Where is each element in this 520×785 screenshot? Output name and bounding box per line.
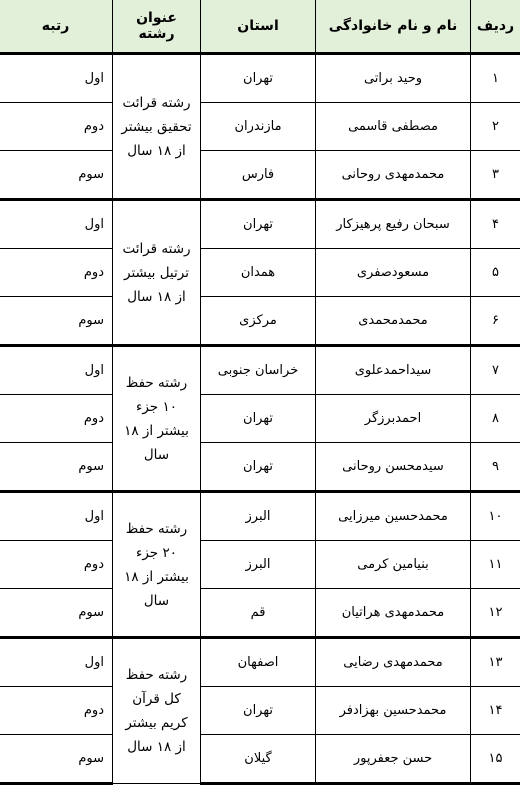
row-number-cell: ۶ xyxy=(471,297,520,346)
province-cell: تهران xyxy=(201,687,316,735)
row-number-cell: ۱۰ xyxy=(471,492,520,541)
field-title-cell: رشته قرائت تحقیق بیشتر از ۱۸ سال xyxy=(113,54,201,200)
name-cell: محمدمهدی رضایی xyxy=(316,638,471,687)
province-cell: همدان xyxy=(201,249,316,297)
header-row-no: ردیف xyxy=(471,0,520,54)
row-number-cell: ۹ xyxy=(471,443,520,492)
name-cell: محمدمهدی روحانی xyxy=(316,151,471,200)
rank-cell: دوم xyxy=(0,249,113,297)
province-cell: تهران xyxy=(201,200,316,249)
rank-cell: اول xyxy=(0,200,113,249)
rank-cell: اول xyxy=(0,638,113,687)
table-row xyxy=(0,638,520,687)
name-cell: بنیامین کرمی xyxy=(316,541,471,589)
name-cell: مصطفی قاسمی xyxy=(316,103,471,151)
row-number-cell: ۱۵ xyxy=(471,735,520,784)
rank-cell: سوم xyxy=(0,297,113,346)
row-number-cell: ۵ xyxy=(471,249,520,297)
table-row xyxy=(0,541,520,589)
name-cell: احمدبرزگر xyxy=(316,395,471,443)
header-row xyxy=(0,0,520,54)
row-number-cell: ۱۳ xyxy=(471,638,520,687)
province-cell: گیلان xyxy=(201,735,316,784)
name-cell: محمدحسین میرزایی xyxy=(316,492,471,541)
table-row xyxy=(0,103,520,151)
row-number-cell: ۷ xyxy=(471,346,520,395)
rank-cell: اول xyxy=(0,54,113,103)
table-row xyxy=(0,589,520,638)
table-row xyxy=(0,54,520,103)
province-cell: فارس xyxy=(201,151,316,200)
table-row xyxy=(0,346,520,395)
table-row xyxy=(0,492,520,541)
table-row xyxy=(0,687,520,735)
row-number-cell: ۱۴ xyxy=(471,687,520,735)
province-cell: البرز xyxy=(201,492,316,541)
field-title-cell: رشته حفظ ۱۰ جزء بیشتر از ۱۸ سال xyxy=(113,346,201,492)
row-number-cell: ۸ xyxy=(471,395,520,443)
field-title-cell: رشته حفظ کل قرآن کریم بیشتر از ۱۸ سال xyxy=(113,638,201,784)
field-title-cell: رشته حفظ ۲۰ جزء بیشتر از ۱۸ سال xyxy=(113,492,201,638)
province-cell: خراسان جنوبی xyxy=(201,346,316,395)
name-cell: سیدمحسن روحانی xyxy=(316,443,471,492)
header-name: نام و نام خانوادگی xyxy=(316,0,471,54)
row-number-cell: ۱۱ xyxy=(471,541,520,589)
row-number-cell: ۴ xyxy=(471,200,520,249)
rank-cell: دوم xyxy=(0,103,113,151)
province-cell: مرکزی xyxy=(201,297,316,346)
rank-cell: دوم xyxy=(0,687,113,735)
rank-cell: سوم xyxy=(0,735,113,784)
name-cell: سیداحمدعلوی xyxy=(316,346,471,395)
province-cell: تهران xyxy=(201,395,316,443)
table-row xyxy=(0,200,520,249)
rank-cell: دوم xyxy=(0,395,113,443)
row-number-cell: ۲ xyxy=(471,103,520,151)
name-cell: مسعودصفری xyxy=(316,249,471,297)
rank-cell: اول xyxy=(0,492,113,541)
name-cell: محمدحسین بهزادفر xyxy=(316,687,471,735)
row-number-cell: ۱۲ xyxy=(471,589,520,638)
province-cell: تهران xyxy=(201,443,316,492)
rank-cell: سوم xyxy=(0,589,113,638)
name-cell: محمدمحمدی xyxy=(316,297,471,346)
name-cell: سبحان رفیع پرهیزکار xyxy=(316,200,471,249)
province-cell: قم xyxy=(201,589,316,638)
rank-cell: سوم xyxy=(0,443,113,492)
rank-cell: اول xyxy=(0,346,113,395)
table-row xyxy=(0,297,520,346)
province-cell: البرز xyxy=(201,541,316,589)
province-cell: تهران xyxy=(201,54,316,103)
header-field: عنوان رشته xyxy=(113,0,201,54)
header-rank: رتبه xyxy=(0,0,113,54)
province-cell: مازندران xyxy=(201,103,316,151)
table-row xyxy=(0,395,520,443)
table-body xyxy=(0,54,520,784)
row-number-cell: ۳ xyxy=(471,151,520,200)
table-row xyxy=(0,249,520,297)
name-cell: محمدمهدی هراتیان xyxy=(316,589,471,638)
table-row xyxy=(0,735,520,784)
table-row xyxy=(0,443,520,492)
row-number-cell: ۱ xyxy=(471,54,520,103)
header-province: استان xyxy=(201,0,316,54)
rank-cell: سوم xyxy=(0,151,113,200)
name-cell: وحید براتی xyxy=(316,54,471,103)
name-cell: حسن جعفرپور xyxy=(316,735,471,784)
province-cell: اصفهان xyxy=(201,638,316,687)
rank-cell: دوم xyxy=(0,541,113,589)
field-title-cell: رشته قرائت ترتیل بیشتر از ۱۸ سال xyxy=(113,200,201,346)
table-row xyxy=(0,151,520,200)
